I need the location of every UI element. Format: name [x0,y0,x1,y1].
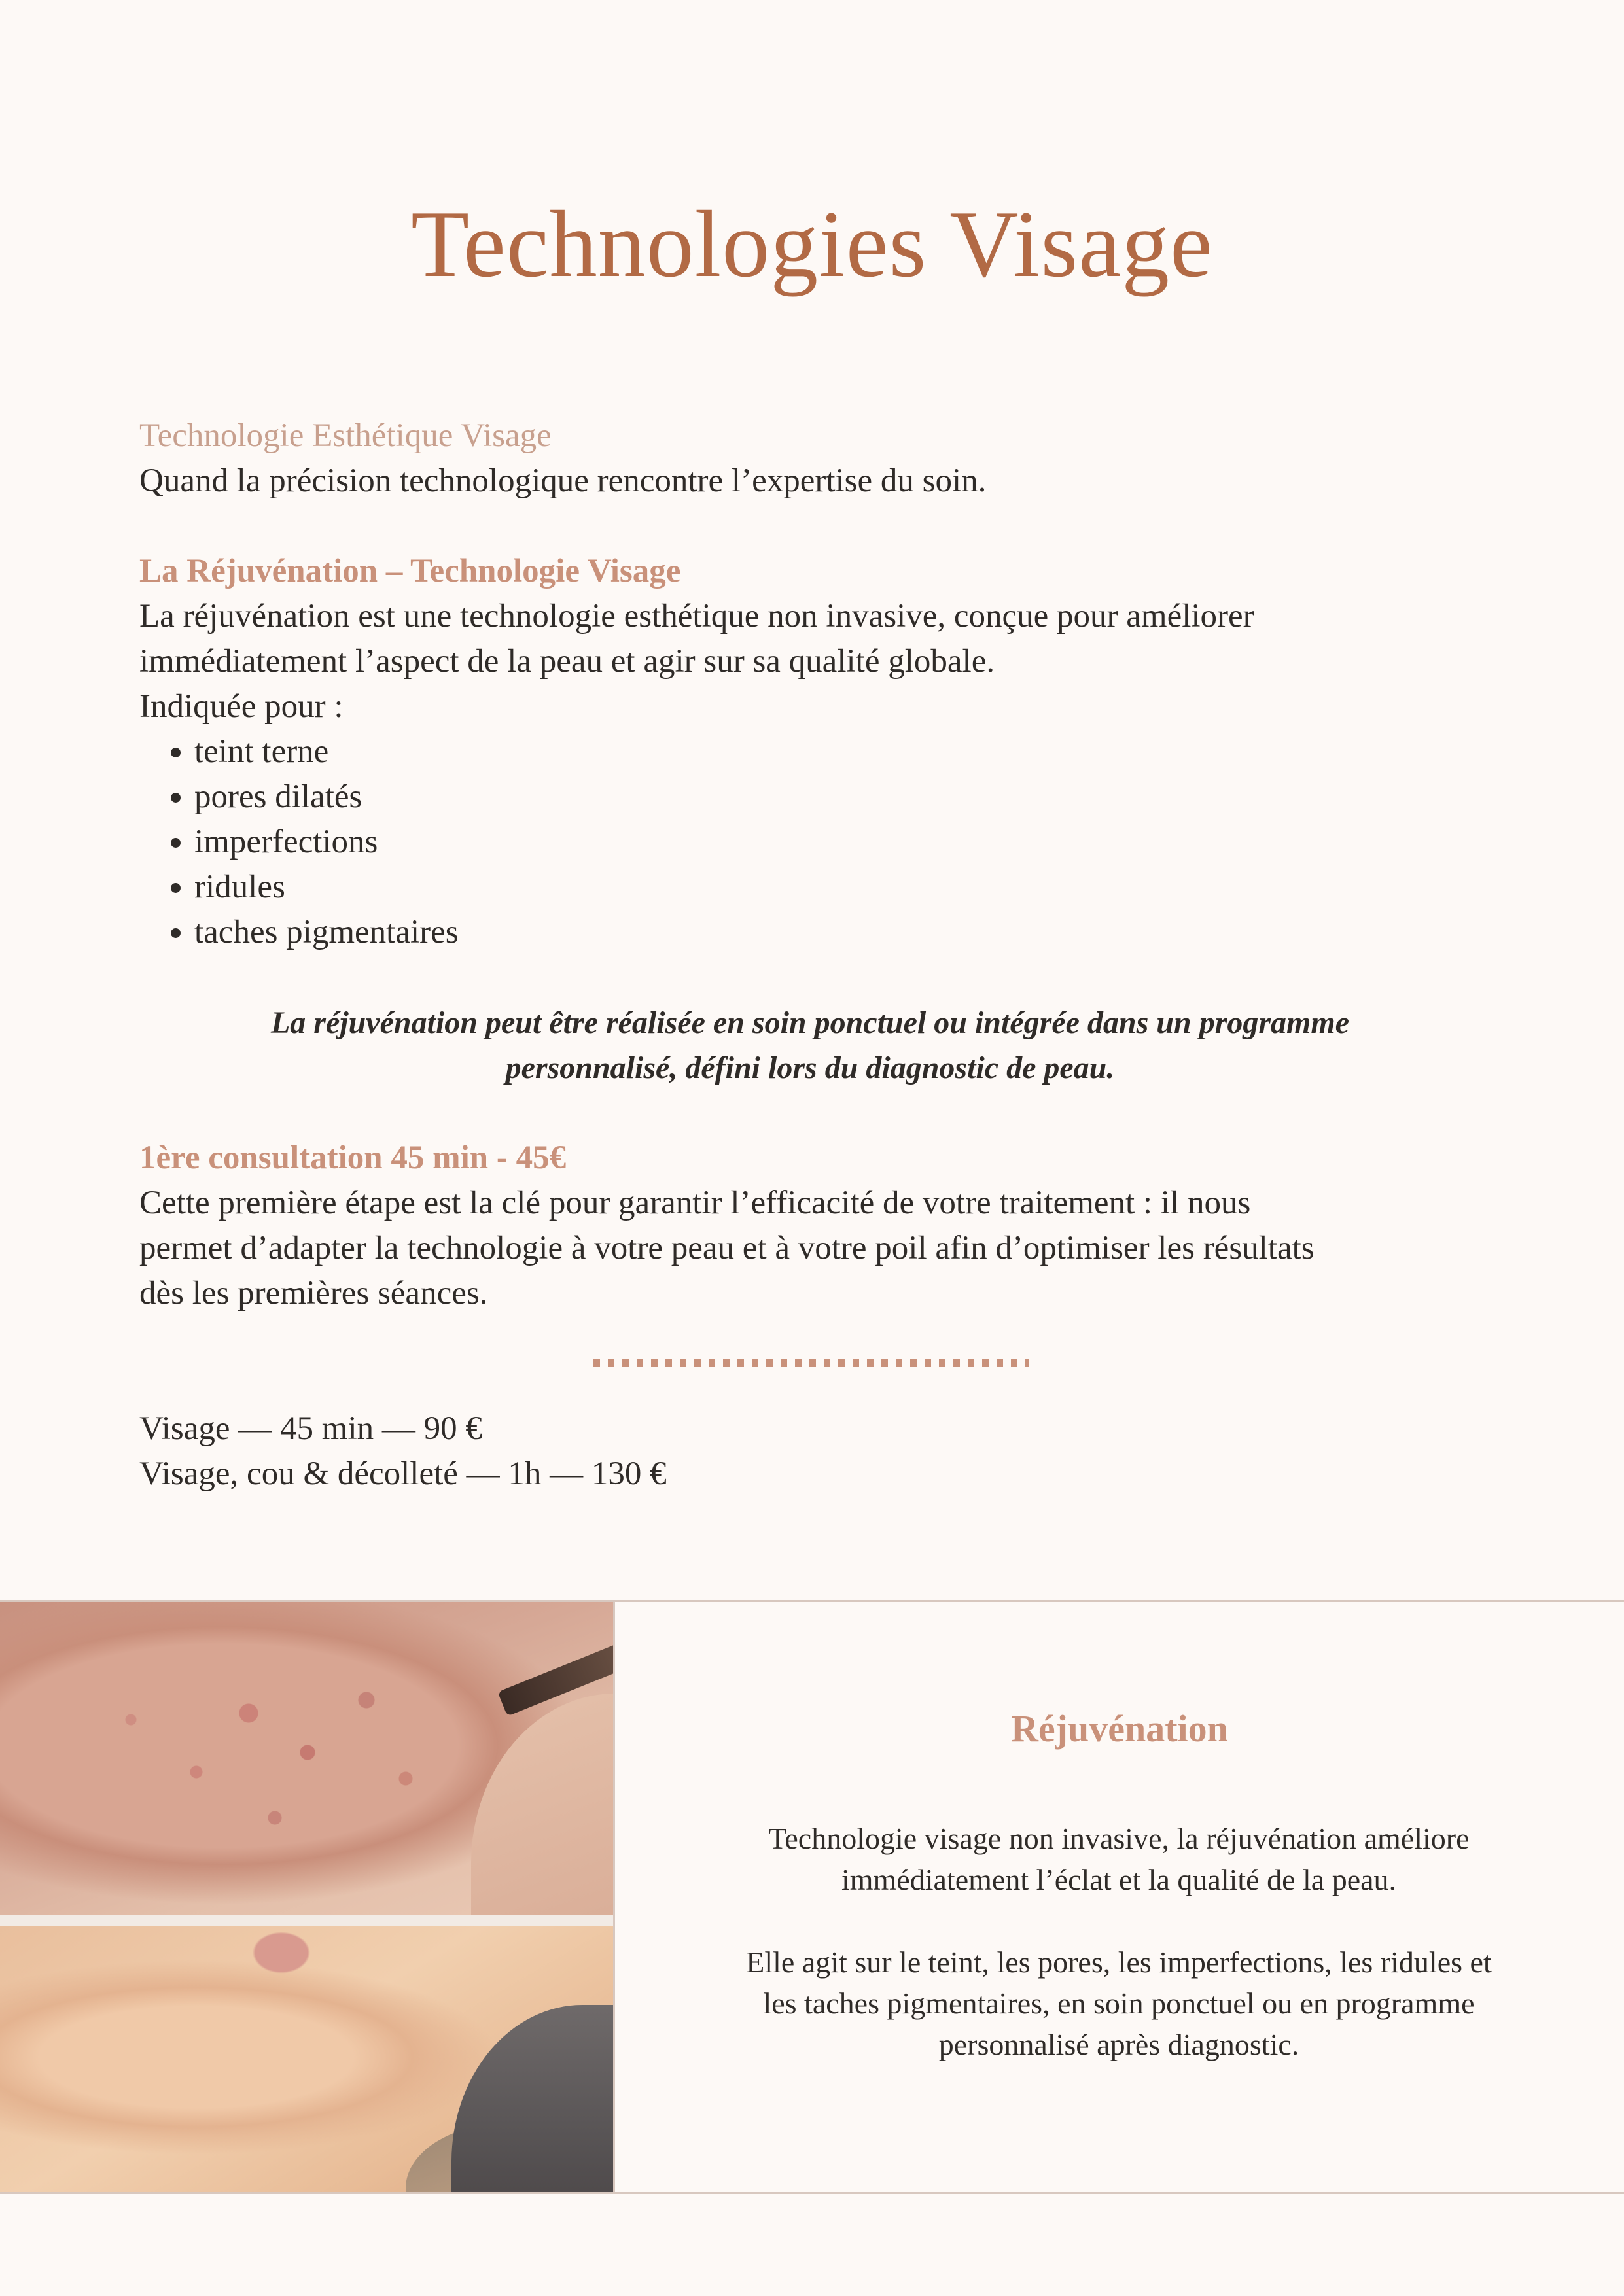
panel-title: Réjuvénation [1011,1707,1228,1750]
panel-paragraph1-line1: Technologie visage non invasive, la réjuvénation améliore [768,1822,1470,1855]
rejuvenation-note-line2: personnalisé, défini lors du diagnostic de peau. [505,1051,1115,1085]
list-item: • imperfections [194,820,1500,865]
list-item: • ridules [194,865,1500,910]
price-list [139,1406,1500,1497]
spacer [139,955,1500,1000]
panel-spacer [694,1900,1544,1941]
panel-paragraph2-line2: les taches pigmentaires, en soin ponctuel ou en programme [763,1987,1475,2020]
before-after-photos [0,1602,615,2192]
indications-list [139,729,1500,955]
neck-shape [471,1694,613,1915]
bottom-band [0,1600,1624,2194]
consultation-line2: permet d’adapter la technologie à votre peau et à votre poil afin d’optimiser les résultats [139,1230,1315,1266]
price-item-visage: Visage — 45 min — 90 € [139,1410,482,1447]
indications-label: Indiquée pour : [139,688,344,725]
main-content [139,413,1500,1497]
consultation-line1: Cette première étape est la clé pour garantir l’efficacité de votre traitement : il nous [139,1185,1251,1221]
before-photo [0,1602,613,1915]
rejuvenation-description-line2: immédiatement l’aspect de la peau et agir sur sa qualité globale. [139,643,995,680]
consultation-line3: dès les premières séances. [139,1275,488,1312]
rejuvenation-description-line1: La réjuvénation est une technologie esthétique non invasive, conçue pour améliorer [139,598,1254,635]
panel-paragraph1-line2: immédiatement l’éclat et la qualité de la peau. [841,1863,1397,1896]
intro-tagline: Quand la précision technologique rencontre l’expertise du soin. [139,462,987,499]
after-photo [0,1926,613,2192]
page-title: Technologies Visage [411,191,1213,297]
consultation-heading: 1ère consultation 45 min - 45€ [139,1139,567,1176]
list-item: • teint terne [194,729,1500,774]
dotted-divider [593,1359,1029,1367]
panel-text [694,1818,1544,2065]
list-item: • pores dilatés [194,774,1500,820]
rejuvenation-heading: La Réjuvénation – Technologie Visage [139,553,681,589]
photo-separator [0,1915,613,1926]
fabric-shape [451,2005,613,2192]
spacer [139,504,1500,549]
rejuvenation-note [139,1000,1481,1090]
panel-paragraph2-line1: Elle agit sur le teint, les pores, les imperfections, les ridules et [746,1945,1492,1979]
intro-eyebrow: Technologie Esthétique Visage [139,417,552,454]
panel-paragraph2-line3: personnalisé après diagnostic. [938,2028,1299,2061]
price-item-visage-cou-decollete: Visage, cou & décolleté — 1h — 130 € [139,1455,667,1492]
list-item: • taches pigmentaires [194,910,1500,955]
spacer [139,1090,1500,1136]
info-panel [615,1602,1624,2192]
rejuvenation-note-line1: La réjuvénation peut être réalisée en soin ponctuel ou intégrée dans un programme [270,1005,1350,1040]
